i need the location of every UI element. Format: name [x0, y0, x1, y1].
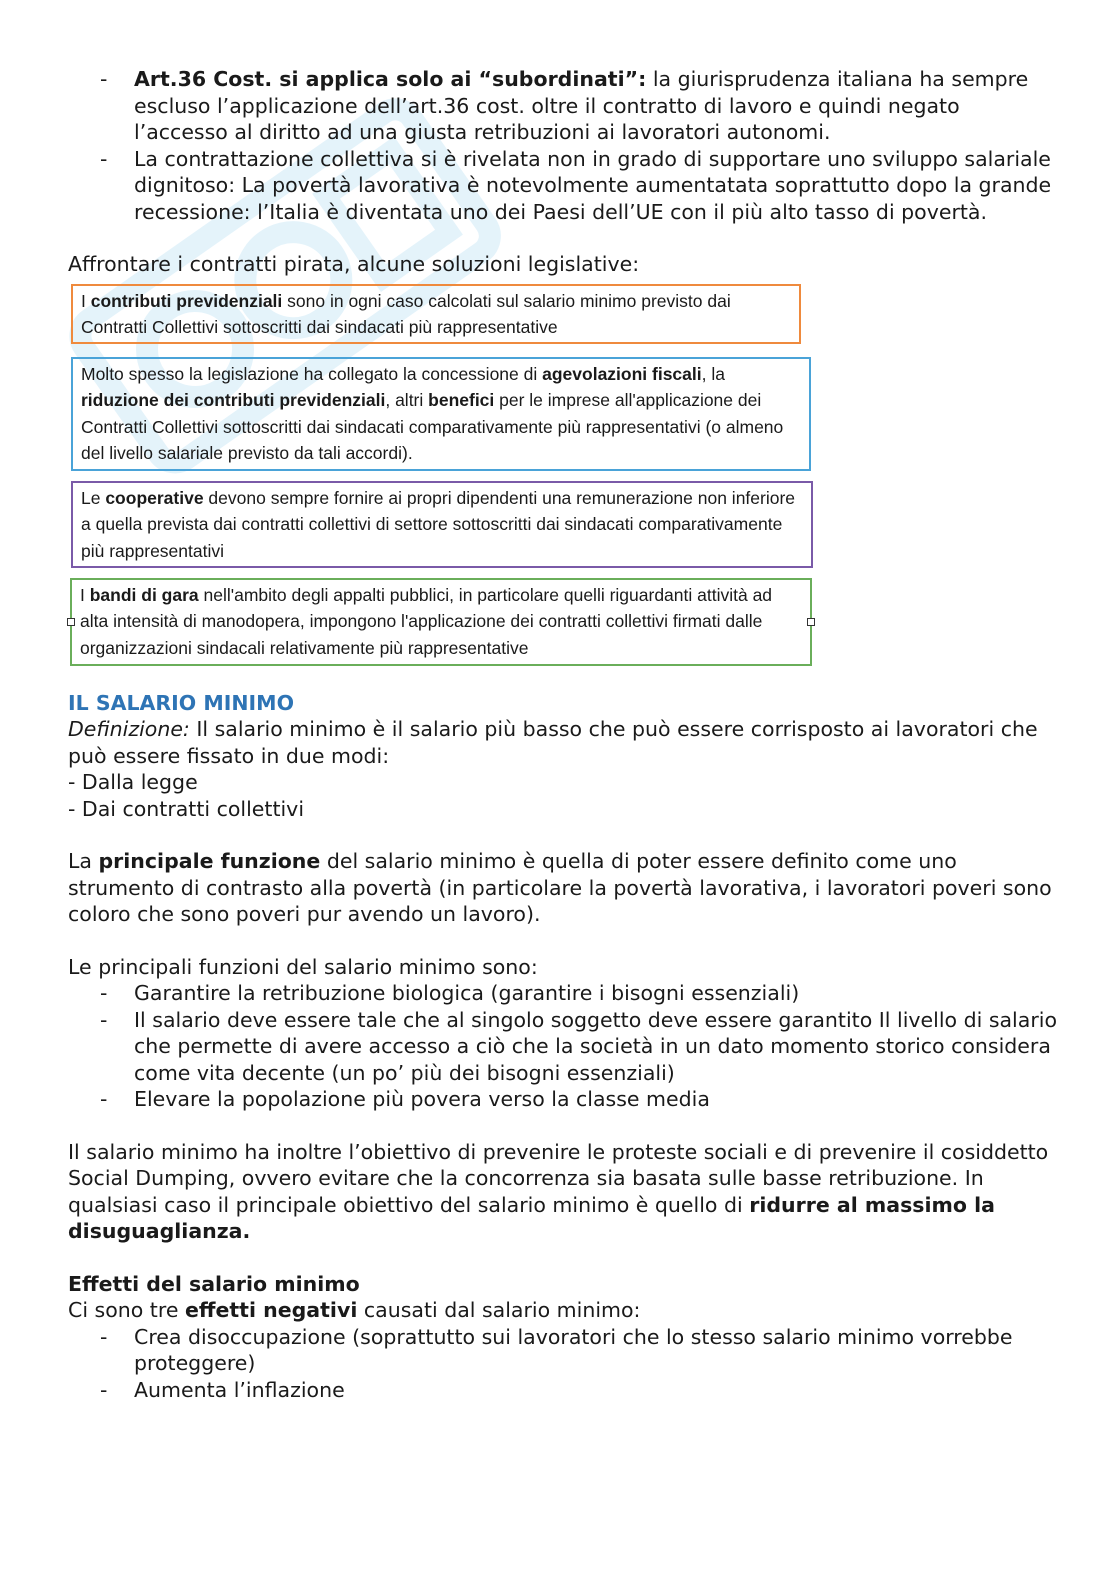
list-item — [68, 66, 1058, 146]
box-text: , altri — [385, 390, 429, 410]
para-text: del salario minimo è quella di poter essere definito come uno strumento di contrasto alla povertà (in particolare la povertà lavorativa, i lavoratori poveri sono coloro che sono poveri pur avendo un lavoro). — [68, 849, 1052, 926]
effects-list — [68, 1324, 1058, 1404]
spacer — [68, 1113, 1058, 1139]
solution-box-contributi — [71, 284, 801, 344]
effects-intro — [68, 1297, 1058, 1324]
para-text: causati dal salario minimo: — [357, 1298, 641, 1322]
dash-marker: - — [100, 1377, 108, 1402]
para-bold: principale funzione — [98, 849, 321, 873]
spacer — [68, 928, 1058, 954]
para-text: Ci sono tre — [68, 1298, 185, 1322]
functions-list — [68, 980, 1058, 1113]
list-item — [68, 980, 1058, 1007]
para-bold: effetti negativi — [184, 1298, 358, 1322]
box-bold: cooperative — [105, 487, 204, 508]
list-item — [68, 1007, 1058, 1087]
list-text: Crea disoccupazione (soprattutto sui lavoratori che lo stesso salario minimo vorrebbe proteggere) — [134, 1324, 1013, 1375]
dash-marker: - — [100, 1007, 108, 1032]
mode-item: - Dalla legge — [68, 770, 198, 794]
effects-heading: Effetti del salario minimo — [68, 1271, 360, 1296]
definition-paragraph — [68, 716, 1058, 769]
list-item — [68, 1377, 1058, 1404]
box-text: I — [80, 584, 90, 605]
bullet-text: La contrattazione collettiva si è rivelata non in grado di supportare uno sviluppo salariale dignitoso: La povertà lavorativa è notevolmente aumentatata soprattutto dopo la grande recessione: l’Italia è diventata uno dei Paesi dell’UE con il più alto tasso di povertà. — [134, 146, 1052, 224]
dash-marker: - — [100, 1087, 108, 1111]
box-text: , la — [701, 363, 725, 384]
para-text: La — [68, 849, 99, 873]
list-text: Aumenta l’inflazione — [134, 1377, 345, 1402]
para-bold: ridurre al massimo la disuguaglianza. — [68, 1192, 995, 1243]
box-text: Le — [81, 487, 106, 508]
list-item — [68, 1086, 1058, 1113]
box-text: sono in ogni caso calcolati sul salario minimo previsto dai Contratti Collettivi sottoscritti dai sindacati più rappresentative — [81, 290, 731, 337]
objective-paragraph — [68, 1139, 1058, 1245]
solution-box-bandi[interactable] — [70, 578, 812, 666]
dash-marker: - — [100, 981, 108, 1005]
box-bold: riduzione dei contributi previdenziali — [81, 390, 386, 410]
resize-handle-right[interactable] — [807, 618, 815, 626]
function-paragraph — [68, 848, 1058, 928]
box-text: I — [81, 290, 91, 311]
pirate-intro: Affrontare i contratti pirata, alcune soluzioni legislative: — [68, 252, 640, 276]
definition-text: Il salario minimo è il salario più basso che può essere corrisposto ai lavoratori che può essere fissato in due modi: — [68, 717, 1038, 768]
box-text: per le imprese all'applicazione dei Contratti Collettivi sottoscritti dai sindacati comparativamente più rappresentativi (o almeno del livello salariale previsto da tali accordi). — [81, 390, 784, 463]
bullet-text: la giurisprudenza italiana ha sempre escluso l’applicazione dell’art.36 cost. oltre il contratto di lavoro e quindi negato l’accesso al diritto ad una giusta retribuzioni ai lavoratori autonomi. — [134, 67, 1029, 144]
dash-marker: - — [100, 67, 108, 91]
list-text: Il salario deve essere tale che al singolo soggetto deve essere garantito Il livello di salario che permette di avere accesso a ciò che la società in un dato momento storico considera come vita decente (un po’ più dei bisogni essenziali) — [134, 1007, 1057, 1085]
spacer — [68, 822, 1058, 848]
spacer — [68, 1245, 1058, 1271]
box-bold: bandi di gara — [89, 584, 199, 605]
box-text: devono sempre fornire ai propri dipendenti una remunerazione non inferiore a quella prevista dai contratti collettivi di settore sottoscritti dai sindacati comparativamente più rappresentativi — [81, 487, 796, 561]
box-bold: contributi previdenziali — [90, 290, 283, 311]
list-text: Elevare la popolazione più povera verso la classe media — [134, 1087, 710, 1111]
box-bold: agevolazioni fiscali — [542, 363, 702, 384]
list-item — [68, 1324, 1058, 1377]
dash-marker: - — [100, 146, 108, 171]
box-text: Molto spesso la legislazione ha collegato la concessione di — [81, 363, 543, 384]
mode-item: - Dai contratti collettivi — [68, 796, 305, 821]
spacer — [68, 225, 1058, 251]
solution-box-agevolazioni — [71, 357, 811, 471]
functions-intro: Le principali funzioni del salario minimo sono: — [68, 954, 538, 979]
list-text: Garantire la retribuzione biologica (garantire i bisogni essenziali) — [134, 981, 800, 1005]
section-title: IL SALARIO MINIMO — [68, 690, 295, 715]
bullet-bold: Art.36 Cost. si applica solo ai “subordinati”: — [134, 67, 647, 91]
legislative-solutions — [68, 284, 1058, 666]
main-content — [68, 66, 1058, 1403]
definition-label: Definizione: — [68, 717, 190, 741]
solution-box-cooperative — [71, 481, 813, 568]
top-bullet-list — [68, 66, 1058, 225]
list-item — [68, 146, 1058, 226]
resize-handle-left[interactable] — [67, 618, 75, 626]
dash-marker: - — [100, 1324, 108, 1349]
para-text: Il salario minimo ha inoltre l’obiettivo di prevenire le proteste sociali e di prevenire il cosiddetto Social Dumping, ovvero evitare che la concorrenza sia basata sulle basse retribuzione. In qualsiasi caso il principale obiettivo del salario minimo è quello di — [68, 1139, 1049, 1217]
box-bold: benefici — [428, 390, 495, 410]
box-text: nell'ambito degli appalti pubblici, in particolare quelli riguardanti attività ad alta intensità di manodopera, impongono l'applicazione dei contratti collettivi firmati dalle organizzazioni sindacali relativamente più rappresentative — [80, 584, 773, 658]
